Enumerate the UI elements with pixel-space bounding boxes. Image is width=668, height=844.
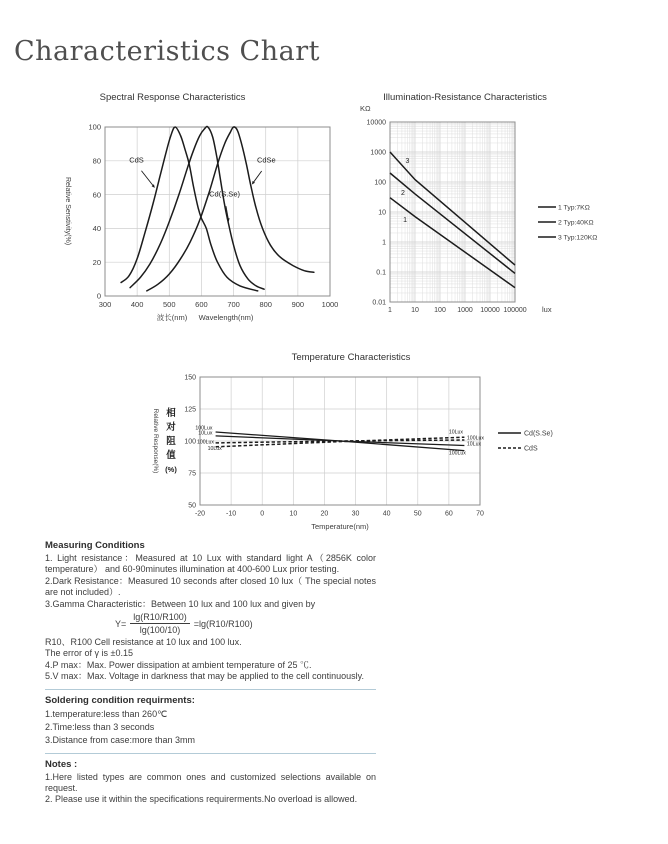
text-line: 5.V max：Max. Voltage in darkness that may be applied to the cell continuously. — [45, 671, 365, 682]
svg-text:相: 相 — [166, 408, 176, 419]
svg-text:40: 40 — [92, 224, 101, 234]
svg-text:30: 30 — [351, 510, 360, 518]
svg-text:600: 600 — [195, 300, 208, 309]
svg-text:100: 100 — [88, 122, 101, 132]
text-line: 2. Please use it within the specifications requirerments.No overload is allowed. — [45, 794, 358, 805]
svg-text:1000: 1000 — [457, 307, 473, 314]
svg-text:Relative Senstivity(%): Relative Senstivity(%) — [64, 176, 71, 246]
svg-text:波长(nm): 波长(nm) — [156, 313, 188, 322]
svg-text:1000: 1000 — [321, 300, 339, 309]
svg-text:Cd(S.Se): Cd(S.Se) — [209, 189, 240, 199]
svg-text:Wavelength(nm): Wavelength(nm) — [198, 313, 254, 322]
soldering-conditions-title: Soldering condition requirments: — [45, 694, 195, 706]
svg-text:1: 1 — [388, 307, 392, 314]
measuring-items-before-formula — [45, 553, 376, 610]
measuring-conditions-section — [45, 540, 376, 683]
gamma-formula — [115, 612, 376, 635]
svg-text:100Lux: 100Lux — [196, 439, 214, 446]
resistance-line-2 — [390, 173, 515, 273]
svg-text:值: 值 — [166, 450, 176, 461]
svg-text:70: 70 — [476, 510, 484, 518]
svg-text:100Lux: 100Lux — [448, 450, 466, 457]
svg-text:125: 125 — [184, 406, 196, 414]
svg-text:100: 100 — [184, 438, 196, 446]
svg-text:800: 800 — [259, 300, 272, 309]
curve-CdS — [121, 127, 258, 291]
svg-text:Cd(S.Se): Cd(S.Se) — [524, 430, 553, 438]
axis-labels — [152, 375, 484, 532]
notes-title: Notes : — [45, 758, 78, 770]
svg-text:700: 700 — [227, 300, 240, 309]
svg-text:75: 75 — [188, 470, 196, 478]
svg-text:2 Typ:40KΩ: 2 Typ:40KΩ — [558, 219, 594, 227]
svg-text:300: 300 — [98, 300, 112, 309]
text-column — [45, 540, 376, 806]
text-line: 1. Light resistance：Measured at 10 Lux with standard light A（2856K color temperature） and 60-90minutes illumination at 400-600 Lux prior testing. — [45, 553, 376, 575]
svg-text:10000: 10000 — [480, 307, 500, 314]
svg-text:80: 80 — [92, 156, 101, 166]
temp-line-CdS-10Lux — [216, 437, 465, 447]
svg-text:3: 3 — [405, 157, 410, 165]
spectral-chart-title: Spectral Response Characteristics — [99, 92, 246, 103]
svg-text:100000: 100000 — [503, 307, 527, 314]
grid — [105, 127, 330, 296]
svg-text:lux: lux — [542, 305, 552, 314]
svg-text:0: 0 — [260, 510, 265, 518]
text-line: 2.Dark Resistance：Measured 10 seconds after closed 10 lux（ The special notes are not included）. — [45, 575, 376, 598]
svg-text:500: 500 — [163, 300, 176, 309]
svg-text:10: 10 — [289, 510, 298, 518]
plot-frame — [105, 127, 330, 296]
ylabel-chinese — [165, 407, 177, 474]
svg-text:150: 150 — [184, 374, 196, 382]
soldering-items — [45, 708, 376, 747]
svg-text:3 Typ:120KΩ: 3 Typ:120KΩ — [558, 234, 598, 242]
formula-denominator: lg(100/10) — [139, 625, 181, 636]
resistance-line-3 — [390, 152, 515, 265]
measuring-conditions-title: Measuring Conditions — [45, 540, 145, 551]
notes-section — [45, 759, 376, 806]
svg-text:-20: -20 — [194, 510, 206, 518]
svg-text:10Lux: 10Lux — [207, 445, 222, 452]
svg-text:Relative Response(%): Relative Response(%) — [152, 408, 159, 474]
temperature-chart-canvas — [140, 350, 610, 545]
notes-items — [45, 772, 376, 806]
svg-text:1: 1 — [382, 239, 386, 247]
legend — [498, 431, 553, 453]
svg-text:0.1: 0.1 — [376, 269, 386, 277]
svg-text:20: 20 — [92, 257, 101, 267]
curve-CdSe — [147, 127, 314, 291]
svg-text:10Lux: 10Lux — [448, 429, 464, 436]
svg-text:50: 50 — [413, 510, 422, 518]
svg-text:20: 20 — [320, 510, 329, 518]
svg-text:100Lux: 100Lux — [466, 435, 484, 442]
svg-text:40: 40 — [382, 510, 391, 518]
text-line: 3.Gamma Characteristic：Between 10 lux and 100 lux and given by — [45, 598, 316, 609]
text-line: 2.Time:less than 3 seconds — [45, 721, 155, 732]
svg-text:100Lux: 100Lux — [195, 425, 213, 432]
svg-text:Temperature(nm): Temperature(nm) — [311, 522, 369, 531]
svg-text:10Lux: 10Lux — [466, 441, 482, 448]
formula-numerator: lg(R10/R100) — [130, 612, 190, 624]
text-line: R10、R100 Cell resistance at 10 lux and 100 lux. — [45, 637, 242, 648]
svg-text:-10: -10 — [226, 510, 237, 518]
svg-text:CdSe: CdSe — [256, 155, 276, 165]
svg-text:KΩ: KΩ — [360, 104, 371, 113]
formula-lhs: Y= — [115, 618, 127, 629]
svg-text:1000: 1000 — [370, 149, 386, 157]
svg-text:400: 400 — [130, 300, 144, 309]
illumination-chart-canvas — [352, 88, 668, 333]
svg-text:100: 100 — [434, 307, 446, 314]
svg-text:900: 900 — [291, 300, 305, 309]
svg-text:CdS: CdS — [524, 445, 538, 453]
svg-text:10: 10 — [378, 209, 386, 217]
spectral-chart-canvas — [30, 88, 365, 338]
page-title: Characteristics Chart — [14, 36, 320, 67]
soldering-conditions-section — [45, 695, 376, 747]
svg-text:2: 2 — [401, 189, 405, 197]
svg-text:对: 对 — [166, 422, 176, 433]
svg-text:60: 60 — [92, 190, 101, 200]
formula-rhs: =lg(R10/R100) — [193, 618, 253, 629]
svg-text:10: 10 — [411, 307, 419, 314]
text-line: 4.P max：Max. Power dissipation at ambient temperature of 25 ℃. — [45, 659, 312, 670]
svg-text:10000: 10000 — [366, 119, 386, 127]
temperature-chart-title: Temperature Characteristics — [291, 352, 411, 363]
formula-fraction — [130, 612, 190, 635]
text-line: 3.Distance from case:more than 3mm — [45, 734, 196, 745]
section-divider — [45, 753, 376, 754]
measuring-items-after-formula — [45, 637, 376, 683]
axis-labels — [360, 104, 552, 314]
spectral-response-chart — [30, 88, 365, 338]
svg-text:0.01: 0.01 — [372, 299, 386, 307]
svg-text:10Lux: 10Lux — [198, 430, 213, 437]
svg-text:1 Typ:7KΩ: 1 Typ:7KΩ — [558, 204, 590, 212]
illumination-chart-title: Illumination-Resistance Characteristics — [383, 92, 547, 103]
svg-text:100: 100 — [374, 179, 386, 187]
section-divider — [45, 689, 376, 690]
svg-text:(%): (%) — [165, 465, 177, 474]
svg-text:1: 1 — [403, 216, 408, 224]
svg-text:50: 50 — [188, 502, 196, 510]
svg-text:0: 0 — [96, 291, 101, 301]
svg-text:CdS: CdS — [129, 155, 144, 165]
legend — [538, 205, 597, 242]
text-line: 1.Here listed types are common ones and customized selections available on request. — [45, 771, 376, 794]
temperature-chart — [140, 350, 610, 545]
text-line: The error of γ is ±0.15 — [45, 648, 133, 659]
illumination-resistance-chart — [352, 88, 668, 333]
series — [390, 152, 515, 288]
svg-text:阻: 阻 — [166, 436, 176, 447]
text-line: 1.temperature:less than 260℃ — [45, 708, 168, 719]
series — [121, 126, 314, 290]
svg-text:60: 60 — [444, 510, 453, 518]
